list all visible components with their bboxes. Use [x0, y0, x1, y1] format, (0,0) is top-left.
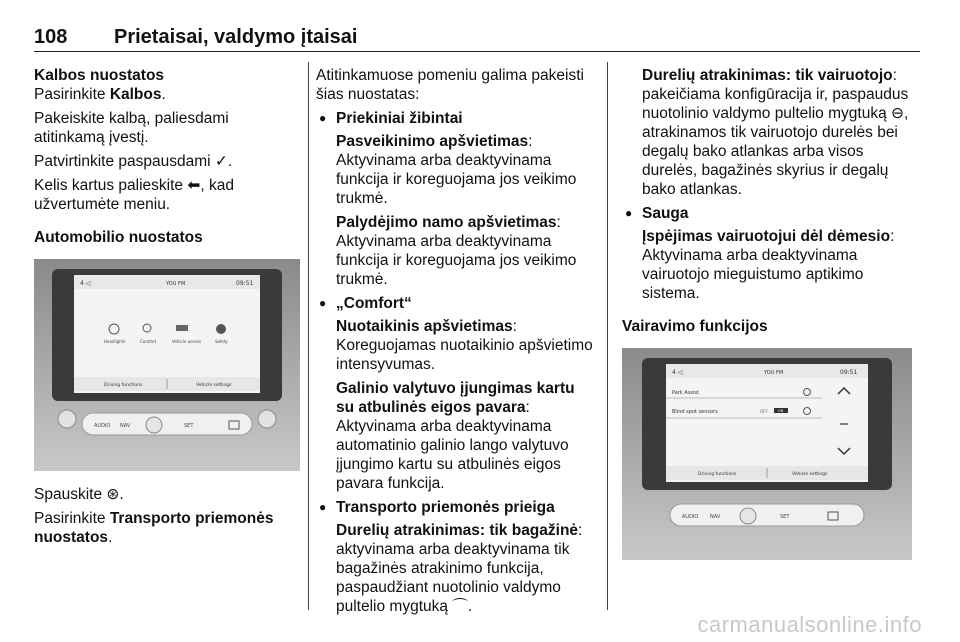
driving-functions-screen-image: [622, 348, 912, 560]
svg-text:Safety: Safety: [215, 339, 228, 344]
paragraph: Durelių atrakinimas: tik bagažinė: aktyvinama arba deaktyvinama tik bagažinės atrakinimo funkcija, paspaudžiant nuotolinio valdymo pultelio mygtuką ⌒.: [336, 522, 583, 615]
section-heading-language: Kalbos nuostatos: [34, 67, 165, 84]
svg-text:09:51: 09:51: [236, 280, 254, 287]
svg-text:Comfort: Comfort: [140, 339, 157, 344]
column-divider: [308, 62, 309, 610]
svg-text:Driving functions: Driving functions: [104, 383, 143, 388]
paragraph: Pakeiskite kalbą, paliesdami atitinkamą įvestį.: [34, 110, 229, 146]
column-divider: [607, 62, 608, 610]
svg-text:Vehicle settings: Vehicle settings: [196, 383, 232, 388]
bullet-safety: ● Sauga: [622, 204, 922, 223]
svg-text:09:51: 09:51: [840, 369, 858, 376]
paragraph: Įspėjimas vairuotojui dėl dėmesio: Aktyvinama arba deaktyvinama vairuotojo mieguistumo aptikimo sistema.: [642, 228, 895, 302]
paragraph: Durelių atrakinimas: tik vairuotojo: pakeičiama konfigūracija ir, paspaudus nuotolinio valdymo pultelio mygtuką ⊖, atrakinamos tik vairuotojo durelės bei degalų bako atlankas arba visos durelės, bagažinės skyrius ir degalų bako atlankas.: [642, 67, 909, 198]
paragraph: Palydėjimo namo apšvietimas: Aktyvinama arba deaktyvinama funkcija ir koreguojama jos veikimo trukmė.: [336, 214, 577, 288]
section-heading-vehicle-settings: Automobilio nuostatos: [34, 229, 203, 246]
head-unit-illustration: [622, 348, 912, 560]
column-2: [316, 66, 596, 621]
svg-text:YOU FM: YOU FM: [166, 281, 186, 287]
svg-text:ON: ON: [778, 409, 784, 413]
column-1: [34, 66, 300, 552]
svg-text:Blind spot sensors: Blind spot sensors: [672, 409, 718, 415]
page-title: Prietaisai, valdymo įtaisai: [114, 26, 358, 48]
paragraph: Kelis kartus palieskite ⬅, kad užvertumėte meniu.: [34, 177, 234, 213]
paragraph: Patvirtinkite paspausdami ✓.: [34, 153, 233, 170]
svg-text:OFF: OFF: [760, 409, 768, 414]
bullet-vehicle-access: ● Transporto priemonės prieiga: [316, 498, 596, 517]
head-unit-illustration: [34, 259, 300, 471]
svg-text:Vehicle access: Vehicle access: [172, 339, 202, 344]
svg-text:AUDIO: AUDIO: [682, 514, 699, 520]
section-heading-driving-functions: Vairavimo funkcijos: [622, 318, 768, 335]
svg-text:Park Assist: Park Assist: [672, 390, 699, 396]
svg-text:YOU FM: YOU FM: [764, 370, 784, 376]
column-3: [622, 66, 922, 560]
svg-text:SET: SET: [780, 514, 790, 520]
paragraph: Pasveikinimo apšvietimas: Aktyvinama arba deaktyvinama funkcija ir koreguojama jos veikimo trukmė.: [336, 133, 577, 207]
svg-text:4 ◁: 4 ◁: [80, 280, 91, 287]
paragraph: Nuotaikinis apšvietimas: Koreguojamas nuotaikinio apšvietimo intensyvumas.: [336, 318, 593, 373]
svg-text:Vehicle settings: Vehicle settings: [792, 472, 828, 477]
paragraph: Galinio valytuvo įjungimas kartu su atbulinės eigos pavara: Aktyvinama arba deaktyvinama automatinio galinio lango valytuvo įjungimo kartu su atbulinės eigos pavara funkcija.: [336, 380, 575, 492]
unlock-icon: ⊖: [891, 105, 904, 122]
svg-text:NAV: NAV: [120, 423, 131, 429]
svg-text:4 ◁: 4 ◁: [672, 369, 683, 376]
tailgate-key-icon: ⌒: [452, 598, 468, 615]
watermark: carmanualsonline.info: [697, 612, 922, 637]
svg-text:SET: SET: [184, 423, 194, 429]
paragraph: Spauskite ⊛.: [34, 486, 124, 503]
bullet-comfort: ● „Comfort“: [316, 294, 596, 313]
car-settings-icon: ⊛: [106, 486, 120, 503]
back-arrow-icon: ⬅: [187, 177, 201, 194]
paragraph: Pasirinkite Transporto priemonės nuostatos.: [34, 510, 274, 546]
svg-text:Driving functions: Driving functions: [698, 472, 737, 477]
paragraph: Pasirinkite Kalbos.: [34, 86, 166, 103]
infotainment-screen-image: [34, 259, 300, 471]
paragraph: Atitinkamuose pomeniu galima pakeisti šias nuostatas:: [316, 67, 584, 103]
page-header: [34, 26, 920, 52]
svg-text:Headlights: Headlights: [104, 339, 126, 344]
svg-text:NAV: NAV: [710, 514, 721, 520]
svg-text:AUDIO: AUDIO: [94, 423, 111, 429]
check-icon: ✓: [214, 153, 228, 170]
page-number: 108: [34, 26, 68, 48]
bullet-headlights: ● Priekiniai žibintai: [316, 109, 596, 128]
